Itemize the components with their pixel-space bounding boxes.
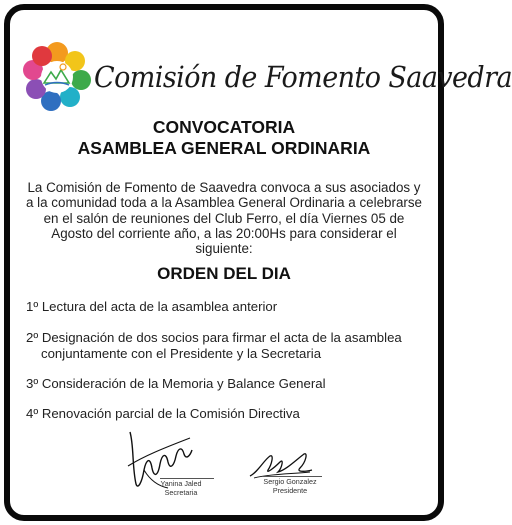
agenda-title: ORDEN DEL DIA: [157, 264, 291, 283]
secretary-name: Yanina Jaled: [160, 479, 202, 488]
agenda-item: 2º Designación de dos socios para firmar el acta de la asamblea conjuntamente con el Presidente y la Secretaria: [26, 330, 402, 361]
intro-paragraph: La Comisión de Fomento de Saavedra convoca a sus asociados y a la comunidad toda a la Asamblea General Ordinaria a celebrarse en el salón de reuniones del Club Ferro, el día Viernes 05 de Agosto del corriente año, a las 20:00Hs para considerar el siguiente:: [26, 180, 422, 257]
notice-subtitle: ASAMBLEA GENERAL ORDINARIA: [77, 138, 371, 158]
president-name: Sergio Gonzalez: [263, 477, 317, 486]
agenda-item: 1º Lectura del acta de la asamblea anterior: [26, 299, 278, 314]
agenda-item: 4º Renovación parcial de la Comisión Directiva: [26, 406, 300, 421]
notice-title: CONVOCATORIA: [152, 117, 296, 137]
secretary-signature-block: [146, 480, 216, 497]
community-figures-logo-icon: [20, 40, 94, 112]
agenda-item: 3º Consideración de la Memoria y Balance General: [26, 376, 326, 391]
brand-name: Comisión de Fomento Saavedra: [94, 60, 512, 94]
president-signature-block: [252, 478, 328, 495]
secretary-role: Secretaria: [164, 487, 198, 497]
president-role: Presidente: [272, 485, 308, 495]
